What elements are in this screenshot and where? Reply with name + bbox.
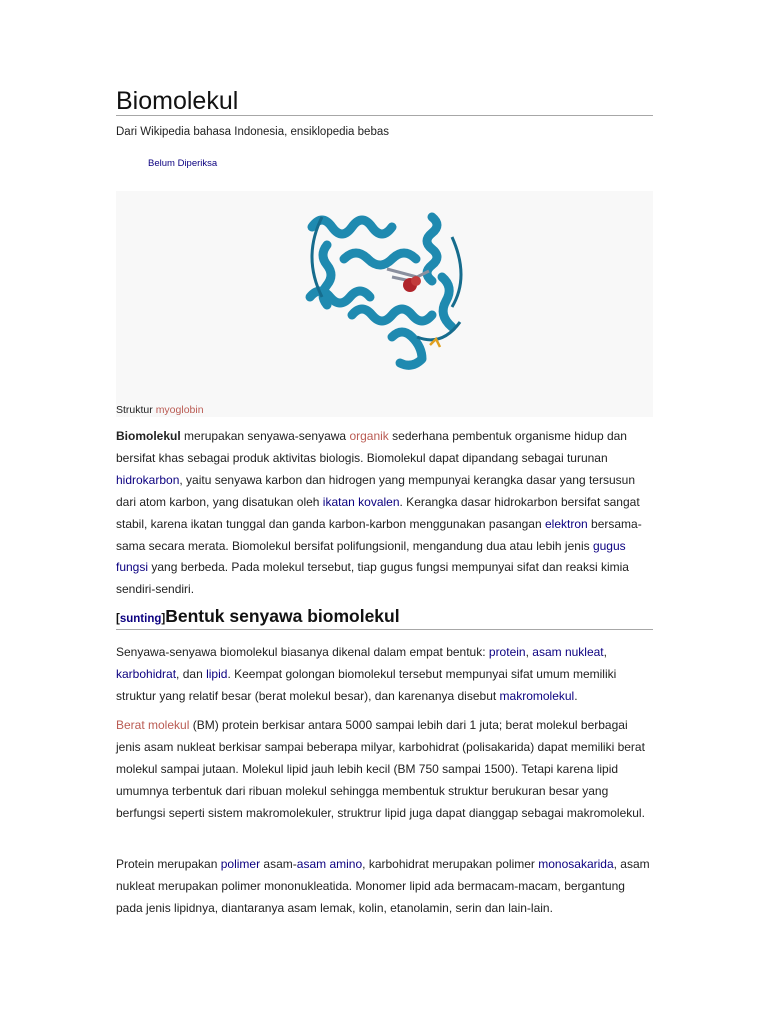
link-karbohidrat[interactable]: karbohidrat <box>116 666 177 681</box>
text: , <box>525 645 533 659</box>
text: , karbohidrat merupakan polimer <box>362 857 539 871</box>
text: (BM) protein berkisar antara 5000 sampai lebih dari 1 juta; berat molekul berbagai jenis asam nukleat berkisar sampai beberapa milyar, karbohidrat (polisakarida) dapat memiliki berat molekul sampai jutaan. Molekul lipid jauh lebih kecil (BM 750 sampai 1500). Tetapi karena lipid umumnya terbentuk dari ribuan molekul sehingga membentuk struktur berukuran besar yang berfungsi seperti sistem makromolekuler, struktrur lipid juga dapat dianggap sebagai makromolekul. <box>116 718 645 820</box>
link-berat-molekul[interactable]: Berat molekul <box>116 718 190 732</box>
intro-term: Biomolekul <box>116 429 181 443</box>
link-gugus-fungsi[interactable]: gugus fungsi <box>116 538 626 575</box>
paragraph-molecular-weight <box>116 715 653 825</box>
caption-prefix: Struktur <box>116 404 156 416</box>
text: Protein merupakan <box>116 857 221 871</box>
text: merupakan senyawa-senyawa <box>180 429 350 443</box>
figure-caption <box>116 404 204 416</box>
paragraph-forms <box>116 642 653 708</box>
paragraph-polymers <box>116 854 653 920</box>
link-ikatan-kovalen[interactable]: ikatan kovalen <box>322 494 400 509</box>
link-asam-amino[interactable]: asam amino <box>296 857 363 871</box>
text: , asam nukleat merupakan polimer mononukleatida. Monomer lipid ada bermacam-macam, bergantung pada jenis lipidnya, diantaranya asam lemak, kolin, etanolamin, serin dan lain-lain. <box>116 857 650 915</box>
text: , yaitu senyawa karbon dan hidrogen yang mempunyai kerangka dasar yang tersusun dari atom karbon, yang disatukan oleh <box>116 472 635 509</box>
edit-section-link[interactable]: sunting <box>119 613 162 625</box>
text: , <box>603 645 607 659</box>
link-asam-nukleat[interactable]: asam nukleat <box>532 645 604 659</box>
bracket: ] <box>161 613 166 625</box>
section-heading <box>116 604 653 630</box>
text: yang berbeda. Pada molekul tersebut, tiap gugus fungsi mempunyai sifat dan reaksi kimia sendiri-sendiri. <box>116 560 629 597</box>
link-makromolekul[interactable]: makromolekul <box>499 688 575 703</box>
text: bersama-sama secara merata. Biomolekul bersifat polifungsionil, mengandung dua atau lebih jenis <box>116 516 642 553</box>
link-elektron[interactable]: elektron <box>544 516 588 531</box>
link-monosakarida[interactable]: monosakarida <box>538 857 614 871</box>
text: . Keempat golongan biomolekul tersebut mempunyai sifat umum memiliki struktur yang relatif besar (berat molekul besar), dan karenanya disebut <box>116 666 617 703</box>
intro-paragraph <box>116 426 653 601</box>
link-protein[interactable]: protein <box>488 645 526 659</box>
myoglobin-structure-image[interactable] <box>292 197 482 377</box>
link-hidrokarbon[interactable]: hidrokarbon <box>116 472 180 487</box>
text: . Kerangka dasar hidrokarbon bersifat sangat stabil, karena ikatan tunggal dan ganda karbon-karbon menggunakan pasangan <box>116 494 640 531</box>
link-organik[interactable]: organik <box>349 429 389 443</box>
bracket: [ <box>116 613 120 625</box>
review-status-flag[interactable]: Belum Diperiksa <box>148 158 218 169</box>
text: Senyawa-senyawa biomolekul biasanya dikenal dalam empat bentuk: <box>116 645 489 659</box>
section-title: Bentuk senyawa biomolekul <box>165 606 400 626</box>
text: sederhana pembentuk organisme hidup dan bersifat khas sebagai produk aktivitas biologis. Biomolekul dapat dipandang sebagai turunan <box>116 429 627 465</box>
link-lipid[interactable]: lipid <box>206 666 228 681</box>
edit-section <box>116 613 165 625</box>
text: asam- <box>260 857 297 871</box>
link-polimer[interactable]: polimer <box>220 857 261 871</box>
site-tagline: Dari Wikipedia bahasa Indonesia, ensiklopedia bebas <box>116 126 389 138</box>
caption-link-myoglobin[interactable]: myoglobin <box>155 404 204 416</box>
figure-myoglobin <box>116 191 653 417</box>
page-title: Biomolekul <box>116 86 653 116</box>
text: , dan <box>176 666 207 681</box>
text: . <box>574 688 578 703</box>
